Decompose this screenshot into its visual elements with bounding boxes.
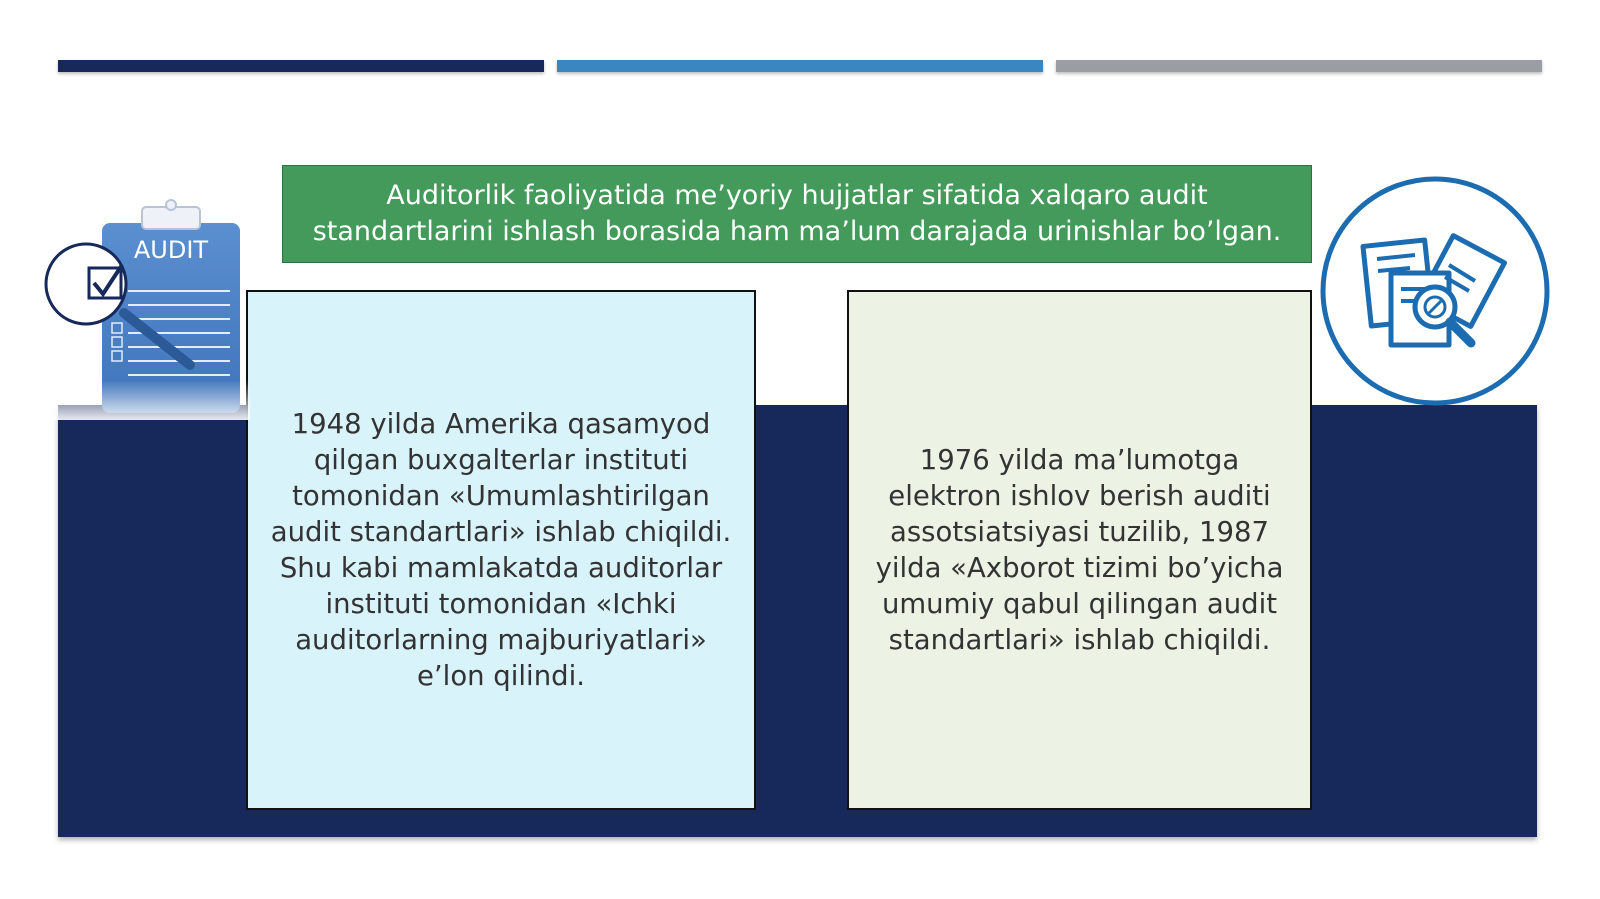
left-card-text: 1948 yilda Amerika qasamyod qilgan buxgalterlar instituti tomonidan «Umumlashtirilgan audit standartlari» ishlab chiqildi. Shu kabi mamlakatda auditorlar instituti tomonidan «Ichki auditorlarning majburiyatlari» e’lon qilindi. [270, 408, 732, 692]
audit-label: AUDIT [133, 236, 209, 264]
right-card-text: 1976 yilda ma’lumotga elektron ishlov berish auditi assotsiatsiyasi tuzilib, 1987 yilda «Axborot tizimi bo’yicha umumiy qabul qilingan audit standartlari» ishlab chiqildi. [875, 444, 1284, 656]
right-info-card [847, 290, 1312, 810]
title-banner [282, 165, 1312, 263]
top-bar-gray [1056, 60, 1542, 72]
top-bar-navy [58, 60, 544, 72]
documents-magnifier-icon [1315, 173, 1555, 409]
banner-text: Auditorlik faoliyatida me’yoriy hujjatlar sifatida xalqaro audit standartlarini ishlash borasida ham ma’lum darajada urinishlar bo’lgan. [312, 180, 1282, 247]
audit-clipboard-icon [40, 195, 250, 420]
left-info-card [246, 290, 756, 810]
top-bar-blue [557, 60, 1043, 72]
